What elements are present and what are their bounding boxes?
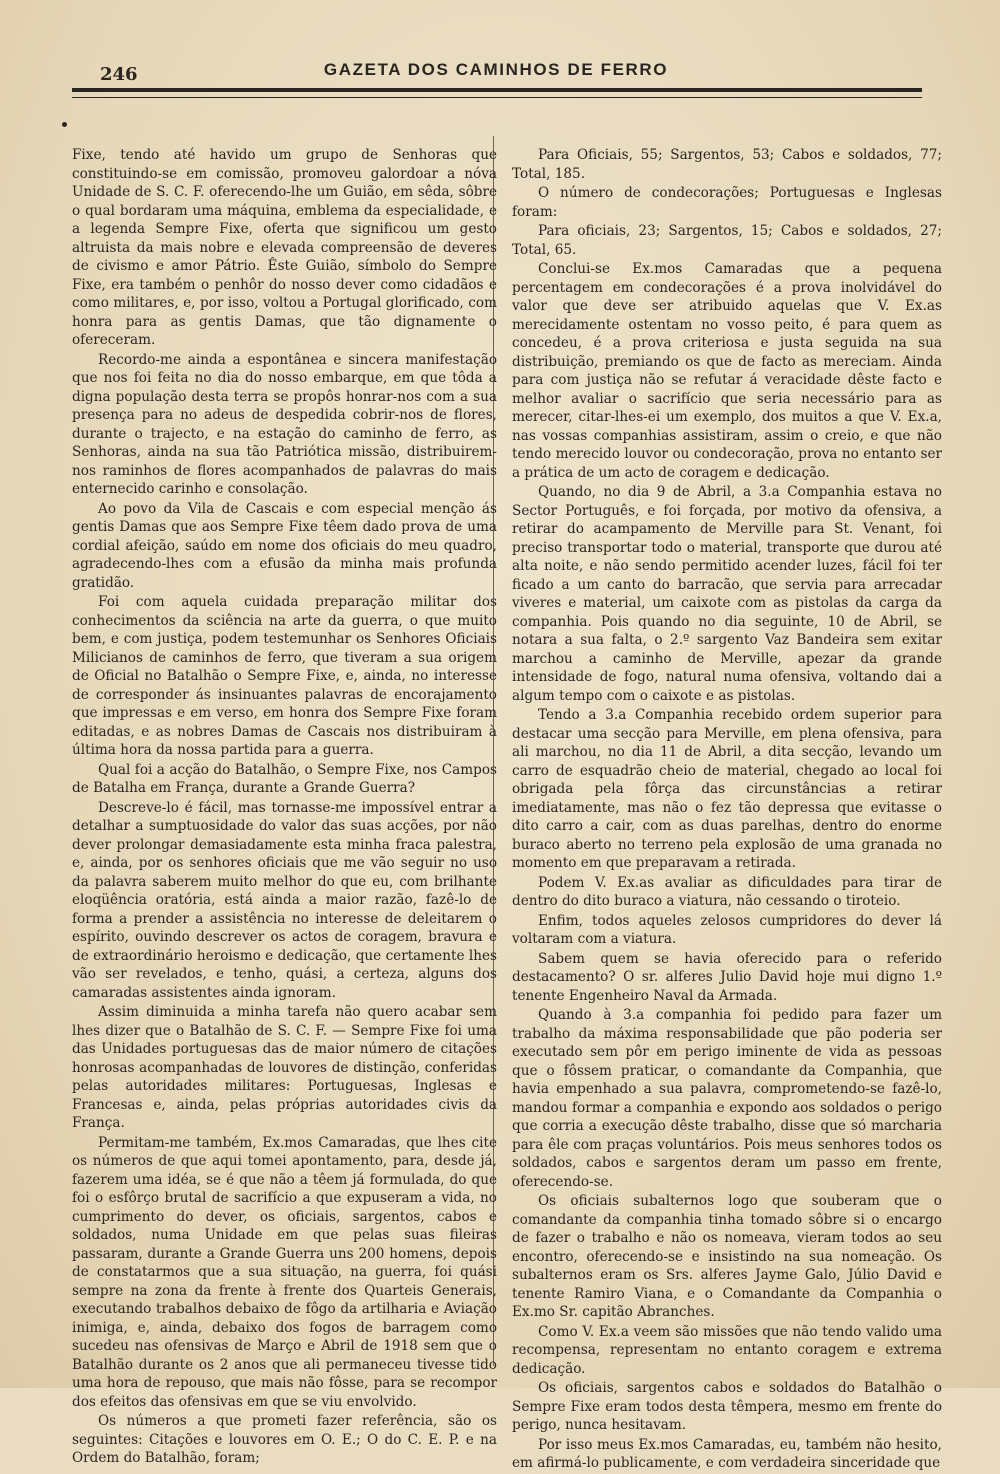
- paragraph: Para Oficiais, 55; Sargentos, 53; Cabos e soldados, 77; Total, 185.: [512, 147, 942, 182]
- header-rule: [72, 88, 922, 98]
- paragraph: Por isso meus Ex.mos Camaradas, eu, também não hesito, em afirmá-lo publicamente, e com verdadeira sinceridade que: [512, 1436, 942, 1471]
- paragraph: Recordo-me ainda a espontânea e sincera manifestação que nos foi feita no dia do nosso embarque, em que tôda a digna população desta terra se propôs honrar-nos com a sua presença para no adeus de despedida cobrir-nos de flores, durante o trajecto, e na estação do caminho de ferro, as Senhoras, ainda na sua tão Patriótica missão, distribuirem-nos raminhos de flores acompanhados de palavras do mais enternecido carinho e consolação.: [72, 351, 497, 497]
- right-column: [512, 146, 942, 1474]
- paragraph: Ao povo da Vila de Cascais e com especial menção ás gentis Damas que aos Sempre Fixe têem dado prova de uma cordial afeição, saúdo em nome dos oficiais do meu quadro, agradecendo-lhes com a efusão da minha mais profunda gratidão.: [72, 500, 497, 591]
- paragraph: Foi com aquela cuidada preparação militar dos conhecimentos da sciência na arte da guerra, o que muito bem, e com justiça, podem testemunhar os Senhores Oficiais Milicianos de caminhos de ferro, que tiveram a sua origem de Oficial no Batalhão o Sempre Fixe, e, ainda, no interesse de corresponder ás insinuantes palavras de encorajamento que impressas e em verso, em honra dos Sempre Fixe foram editadas, e as nobres Damas de Cascais nos distribuiram à última hora da nossa partida para a guerra.: [72, 594, 497, 758]
- paragraph: Os oficiais subalternos logo que souberam que o comandante da companhia tinha tomado sôbre si o encargo de fazer o trabalho e não os nomeava, vieram todos ao seu encontro, oferecendo-se e insistindo na sua nomeação. Os subalternos eram os Srs. alferes Jayme Galo, Júlio David e tenente Ramiro Viana, e o Comandante da Companhia o Ex.mo Sr. capitão Abranches.: [512, 1193, 942, 1320]
- paragraph: Para oficiais, 23; Sargentos, 15; Cabos e soldados, 27; Total, 65.: [512, 223, 942, 258]
- margin-dot: [62, 122, 67, 127]
- paragraph: Tendo a 3.a Companhia recebido ordem superior para destacar uma secção para Merville, em plena ofensiva, para ali marchou, no dia 11 de Abril, a dita secção, levando um carro de esquadrão cheio de material, chegado ao local foi obrigada pela fôrça das circunstâncias a retirar imediatamente, mas não o fez tão depressa que evitasse o dito carro a cair, com as duas parelhas, dentro do enorme buraco aberto no terreno pela explosão de uma granada no momento em que preparavam a retirada.: [512, 707, 942, 871]
- paragraph: Descreve-lo é fácil, mas tornasse-me impossível entrar a detalhar a sumptuosidade do valor das suas acções, por não dever prolongar demasiadamente esta minha fraca palestra, e, ainda, por os senhores oficiais que me vão seguir no uso da palavra saberem muito melhor do que eu, com brilhante eloqüência oratória, está ainda a maior razão, fazê-lo de forma a prender a assistência no interesse de deleitarem o espírito, ouvindo descrever os actos de coragem, bravura e de extraordinário heroismo e dedicação, que certamente lhes vão ser revelados, e tenho, quási, a certeza, alguns dos camaradas assistentes ainda ignoram.: [72, 799, 497, 1001]
- paragraph: O número de condecorações; Portuguesas e Inglesas foram:: [512, 185, 942, 220]
- paragraph: Os números a que prometi fazer referência, são os seguintes: Citações e louvores em O. E.; O do C. E. P. e na Ordem do Batalhão, foram;: [72, 1413, 497, 1466]
- paragraph: Podem V. Ex.as avaliar as dificuldades para tirar de dentro do dito buraco a viatura, não cessando o tiroteio.: [512, 874, 942, 909]
- paragraph: Os oficiais, sargentos cabos e soldados do Batalhão o Sempre Fixe eram todos desta têmpera, mesmo em frente do perigo, nunca hesitavam.: [512, 1380, 942, 1433]
- paragraph: Permitam-me também, Ex.mos Camaradas, que lhes cite os números de que aqui tomei apontamento, para, desde já, fazerem uma idéa, se é que não a têem já formulada, do que foi o esfôrço brutal de sacrifício a que expuseram a vida, no cumprimento do dever, os oficiais, sargentos, cabos e soldados, numa Unidade em que pelas suas fileiras passaram, durante a Grande Guerra uns 200 homens, depois de constatarmos que a sua situação, na guerra, foi quási sempre na zona da frente à frente dos Quarteis Generais, executando trabalhos debaixo de fôgo da artilharia e Aviação inimiga, e, ainda, debaixo dos fogos de barragem como sucedeu nas ofensivas de Março e Abril de 1918 sem que o Batalhão durante os 2 anos que ali permaneceu tivesse tido uma hora de repouso, que mais não fôsse, para se recompor dos efeitos das ofensivas em que se viu envolvido.: [72, 1134, 497, 1410]
- paragraph: Qual foi a acção do Batalhão, o Sempre Fixe, nos Campos de Batalha em França, durante a Grande Guerra?: [72, 761, 497, 796]
- paragraph: Quando à 3.a companhia foi pedido para fazer um trabalho da máxima responsabilidade que pão poderia ser executado sem pôr em perigo iminente de vida as pessoas que o fôssem praticar, o comandante da Companhia, que havia empenhado a sua palavra, comprometendo-se fazê-lo, mandou formar a companhia e expondo aos soldados o perigo que corria a execução dêste trabalho, disse que só marcharia para êle com praças voluntários. Pois meus senhores todos os soldados, cabos e sargentos deram um passo em frente, oferecendo-se.: [512, 1007, 942, 1190]
- paragraph: Sabem quem se havia oferecido para o referido destacamento? O sr. alferes Julio David hoje mui digno 1.º tenente Engenheiro Naval da Armada.: [512, 950, 942, 1004]
- paragraph: Assim diminuida a minha tarefa não quero acabar sem lhes dizer que o Batalhão de S. C. F. — Sempre Fixe foi uma das Unidades portuguesas das de maior número de citações honrosas acompanhadas de louvores de distinção, conferidas pelas autoridades militares: Portuguesas, Inglesas e Francesas e, ainda, pelas próprias autoridades civis da França.: [72, 1004, 497, 1131]
- paragraph: Enfim, todos aqueles zelosos cumpridores do dever lá voltaram com a viatura.: [512, 912, 942, 947]
- left-column: [72, 146, 497, 1469]
- paragraph: Como V. Ex.a veem são missões que não tendo valido uma recompensa, representam no entanto coragem e extrema dedicação.: [512, 1323, 942, 1377]
- paragraph: Fixe, tendo até havido um grupo de Senhoras que constituindo-se em comissão, promoveu galordoar a nóva Unidade de S. C. F. oferecendo-lhe um Guião, em sêda, sôbre o qual bordaram uma máquina, emblema da especialidade, e a legenda Sempre Fixe, oferta que significou um gesto altruista da mais nobre e elevada compreensão de deveres de civismo e amor Pátrio. Êste Guião, símbolo do Sempre Fixe, era também o penhôr do nosso dever como cidadãos e como militares, e, por isso, voltou a Portugal glorificado, com honra para as gentis Damas, que tão dignamente o ofereceram.: [72, 147, 497, 348]
- journal-title: GAZETA DOS CAMINHOS DE FERRO: [323, 60, 669, 79]
- paragraph: Quando, no dia 9 de Abril, a 3.a Companhia estava no Sector Português, e foi forçada, por motivo da ofensiva, a retirar do acampamento de Merville para St. Venant, foi preciso transportar todo o material, transporte que durou até alta noite, e não sendo permitido acender luzes, fácil foi ter ficado a um canto do barracão, que servia para arrecadar viveres e material, um caixote com as pistolas da carga da companhia. Pois quando no dia seguinte, 10 de Abril, se notara a sua falta, o 2.º sargento Vaz Bandeira sem exitar marchou a caminho de Merville, apezar da grande intensidade de fogo, natural numa ofensiva, voltando dai a algum tempo com o caixote e as pistolas.: [512, 484, 942, 704]
- paragraph: Conclui-se Ex.mos Camaradas que a pequena percentagem em condecorações é a prova inolvidável do valor que deve ser atribuido aquelas que V. Ex.as merecidamente ostentam no vosso peito, é para quem as concedeu, é a prova criteriosa e justa seguida na sua distribuição, premiando os que de facto as mereciam. Ainda para com justiça não se refutar á veracidade dêste facto e melhor avaliar o sacrifício que seria necessário para as merecer, citar-lhes-ei um exemplo, dos muitos a que V. Ex.a, nas vossas companhias assistiram, assim o creio, e que não tendo merecido louvor ou condecoração, prova no entanto ser a prática de um acto de coragem e dedicação.: [512, 261, 942, 481]
- page-number: 246: [100, 64, 138, 85]
